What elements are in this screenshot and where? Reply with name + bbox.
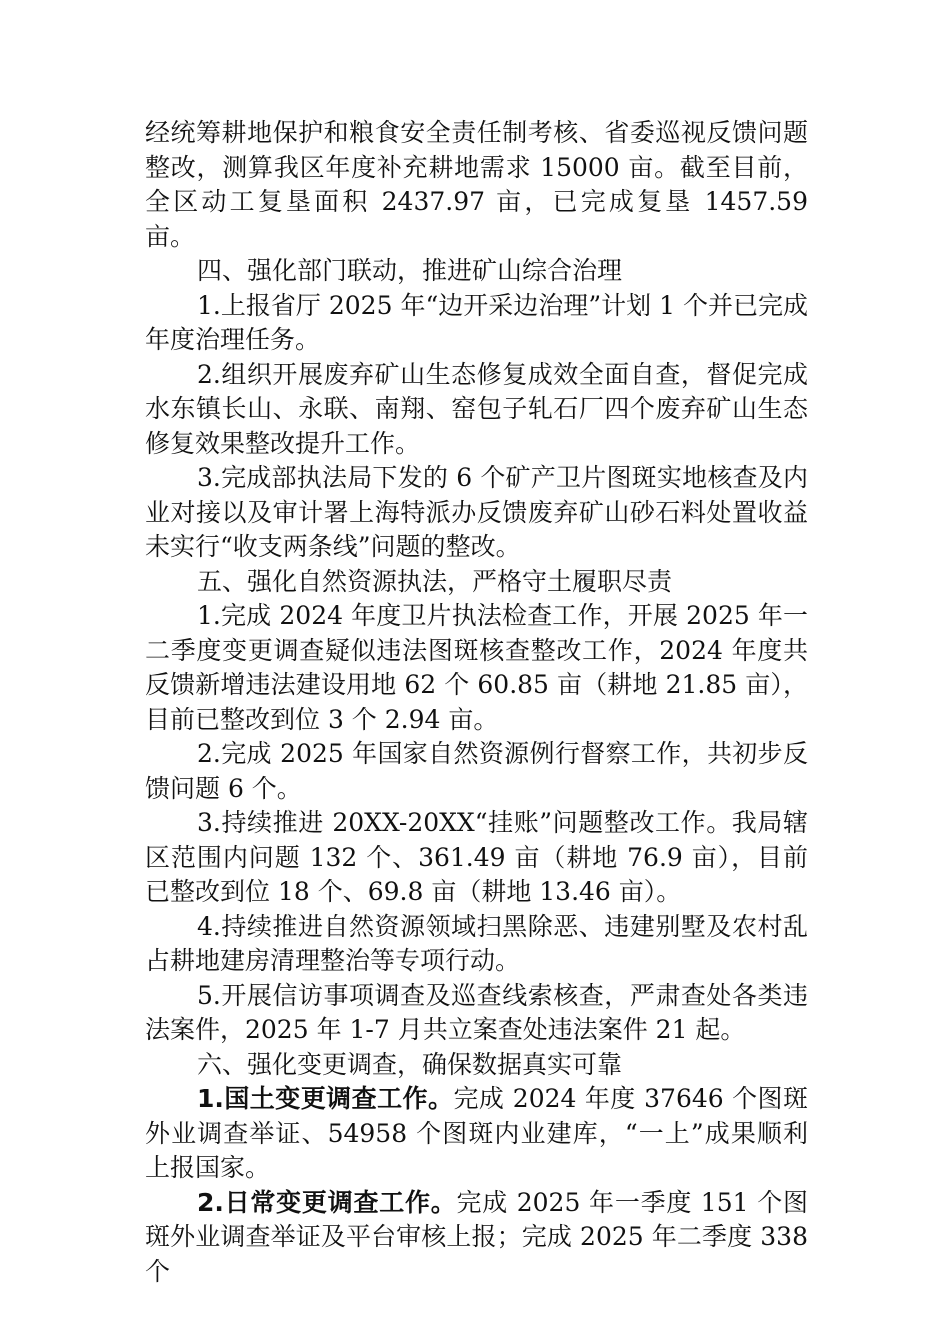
paragraph-5-1: 1.完成 2024 年度卫片执法检查工作，开展 2025 年一二季度变更调查疑似违法图斑核查整改工作，2024 年度共反馈新增违法建设用地 62 个 60.85 亩（耕地 21.85 亩），目前已整改到位 3 个 2.94 亩。 <box>145 601 808 734</box>
document-body <box>145 116 808 1289</box>
section-heading-6: 六、强化变更调查，确保数据真实可靠 <box>197 1049 623 1079</box>
paragraph-6-1-text: 完成 2024 年度 37646 个图斑外业调查举证、54958 个图斑内业建库，“一上”成果顺利上报国家。 <box>145 1084 808 1182</box>
section-heading-4: 四、强化部门联动，推进矿山综合治理 <box>197 256 623 285</box>
paragraph-farmland-continued: 经统筹耕地保护和粮食安全责任制考核、省委巡视反馈问题整改，测算我区年度补充耕地需求 15000 亩。截至目前，全区动工复垦面积 2437.97 亩，已完成复垦 1457.59 亩。 <box>145 118 808 251</box>
paragraph-5-5: 5.开展信访事项调查及巡查线索核查，严肃查处各类违法案件，2025 年 1-7 月共立案查处违法案件 21 起。 <box>145 980 808 1044</box>
paragraph-6-2-text: 完成 2025 年一季度 151 个图斑外业调查举证及平台审核上报；完成 2025 年二季度 338 个 <box>145 1187 808 1286</box>
paragraph-5-2: 2.完成 2025 年国家自然资源例行督察工作，共初步反馈问题 6 个。 <box>145 739 808 803</box>
paragraph-4-2: 2.组织开展废弃矿山生态修复成效全面自查，督促完成水东镇长山、永联、南翔、窑包子轧石厂四个废弃矿山生态修复效果整改提升工作。 <box>145 359 808 458</box>
paragraph-6-2-lead: 2.日常变更调查工作。 <box>197 1187 457 1217</box>
paragraph-6-1 <box>145 1082 808 1186</box>
paragraph-5-3: 3.持续推进 20XX-20XX“挂账”问题整改工作。我局辖区范围内问题 132 个、361.49 亩（耕地 76.9 亩），目前已整改到位 18 个、69.8 亩（耕地 13.46 亩）。 <box>145 808 808 906</box>
section-heading-5: 五、强化自然资源执法，严格守土履职尽责 <box>197 566 673 596</box>
paragraph-4-1: 1.上报省厅 2025 年“边开采边治理”计划 1 个并已完成年度治理任务。 <box>145 290 808 354</box>
paragraph-6-2 <box>145 1186 808 1290</box>
paragraph-4-3: 3.完成部执法局下发的 6 个矿产卫片图斑实地核查及内业对接以及审计署上海特派办反馈废弃矿山砂石料处置收益未实行“收支两条线”问题的整改。 <box>145 463 808 561</box>
paragraph-6-1-lead: 1.国土变更调查工作。 <box>197 1084 454 1113</box>
paragraph-5-4: 4.持续推进自然资源领域扫黑除恶、违建别墅及农村乱占耕地建房清理整治等专项行动。 <box>145 911 808 975</box>
